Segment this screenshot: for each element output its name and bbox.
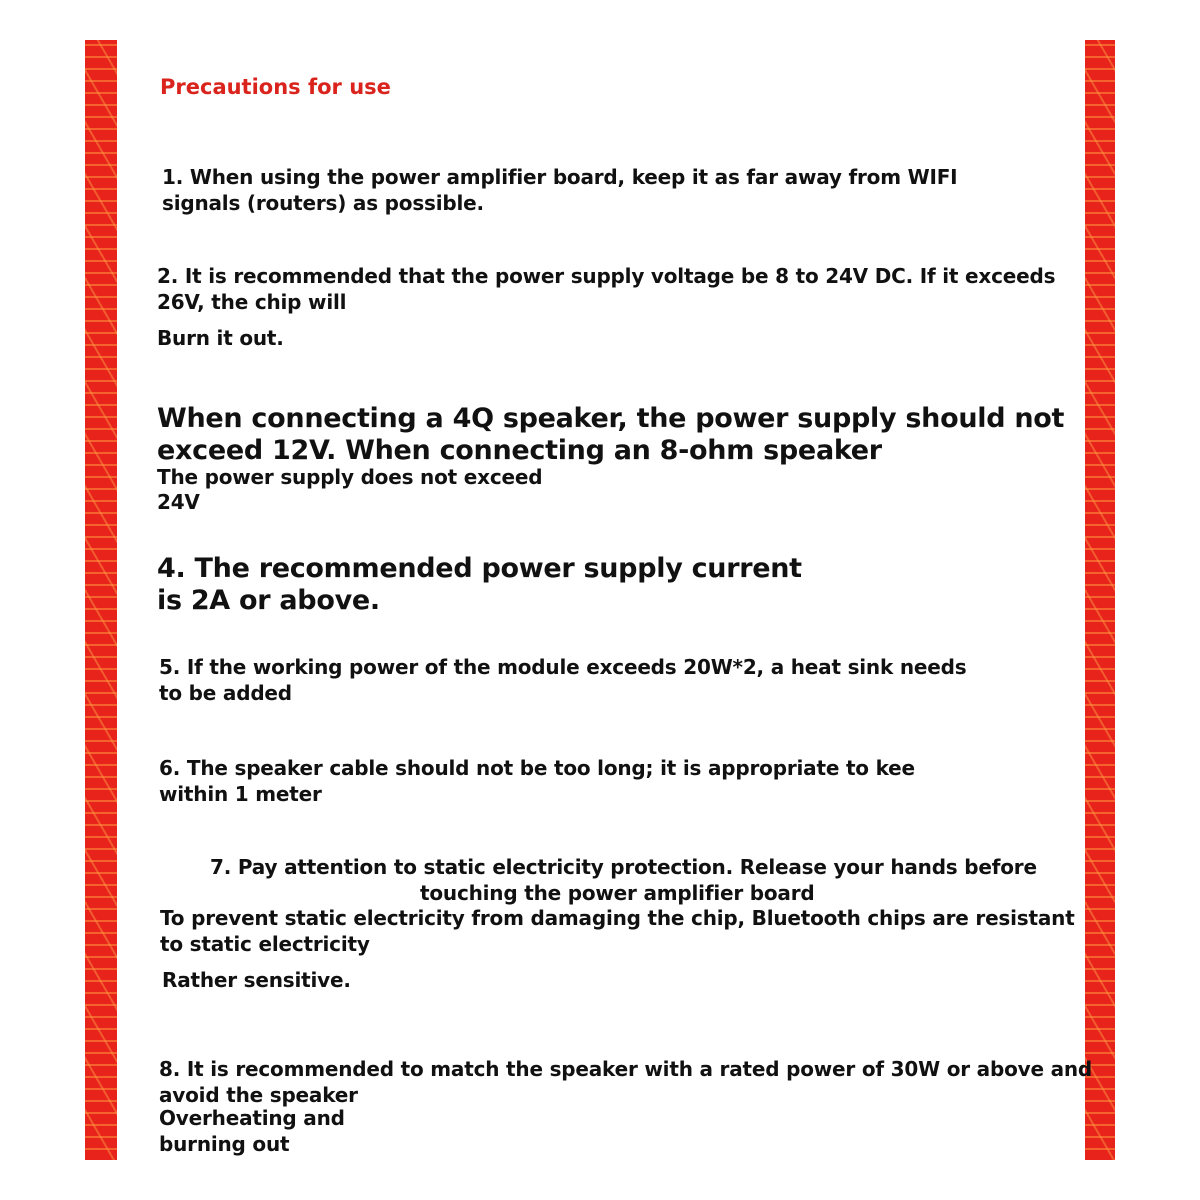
item-6-line-1: 6. The speaker cable should not be too long; it is appropriate to kee	[159, 756, 915, 780]
item-1-line-2: signals (routers) as possible.	[162, 191, 484, 215]
item-2-line-1: 2. It is recommended that the power supply voltage be 8 to 24V DC. If it exceeds	[157, 264, 1056, 288]
item-7-line-4: to static electricity	[160, 932, 370, 956]
item-8-line-4: burning out	[159, 1132, 290, 1156]
item-8-line-3: Overheating and	[159, 1106, 345, 1130]
item-5-line-1: 5. If the working power of the module exceeds 20W*2, a heat sink needs	[159, 655, 967, 679]
item-7-line-5: Rather sensitive.	[162, 968, 351, 992]
item-3-line-4: 24V	[157, 490, 200, 514]
item-2-line-2: 26V, the chip will	[157, 290, 347, 314]
item-8-line-1: 8. It is recommended to match the speaker with a rated power of 30W or above and	[159, 1057, 1093, 1081]
item-7-line-2: touching the power amplifier board	[420, 881, 815, 905]
item-8-line-2: avoid the speaker	[159, 1083, 358, 1107]
item-7-line-3: To prevent static electricity from damaging the chip, Bluetooth chips are resistant	[160, 906, 1075, 930]
item-3-line-3: The power supply does not exceed	[157, 465, 543, 489]
page-title: Precautions for use	[160, 75, 391, 99]
item-2-line-3: Burn it out.	[157, 326, 284, 350]
item-3-line-2: exceed 12V. When connecting an 8-ohm speaker	[157, 435, 882, 466]
item-5-line-2: to be added	[159, 681, 292, 705]
item-4-line-2: is 2A or above.	[157, 585, 380, 616]
item-7-line-1: 7. Pay attention to static electricity protection. Release your hands before	[210, 855, 1037, 879]
left-decorative-border	[85, 40, 117, 1160]
item-1-line-1: 1. When using the power amplifier board, keep it as far away from WIFI	[162, 165, 958, 189]
item-3-line-1: When connecting a 4Q speaker, the power supply should not	[157, 403, 1065, 434]
item-4-line-1: 4. The recommended power supply current	[157, 553, 802, 584]
right-decorative-border	[1085, 40, 1115, 1160]
item-6-line-2: within 1 meter	[159, 782, 322, 806]
